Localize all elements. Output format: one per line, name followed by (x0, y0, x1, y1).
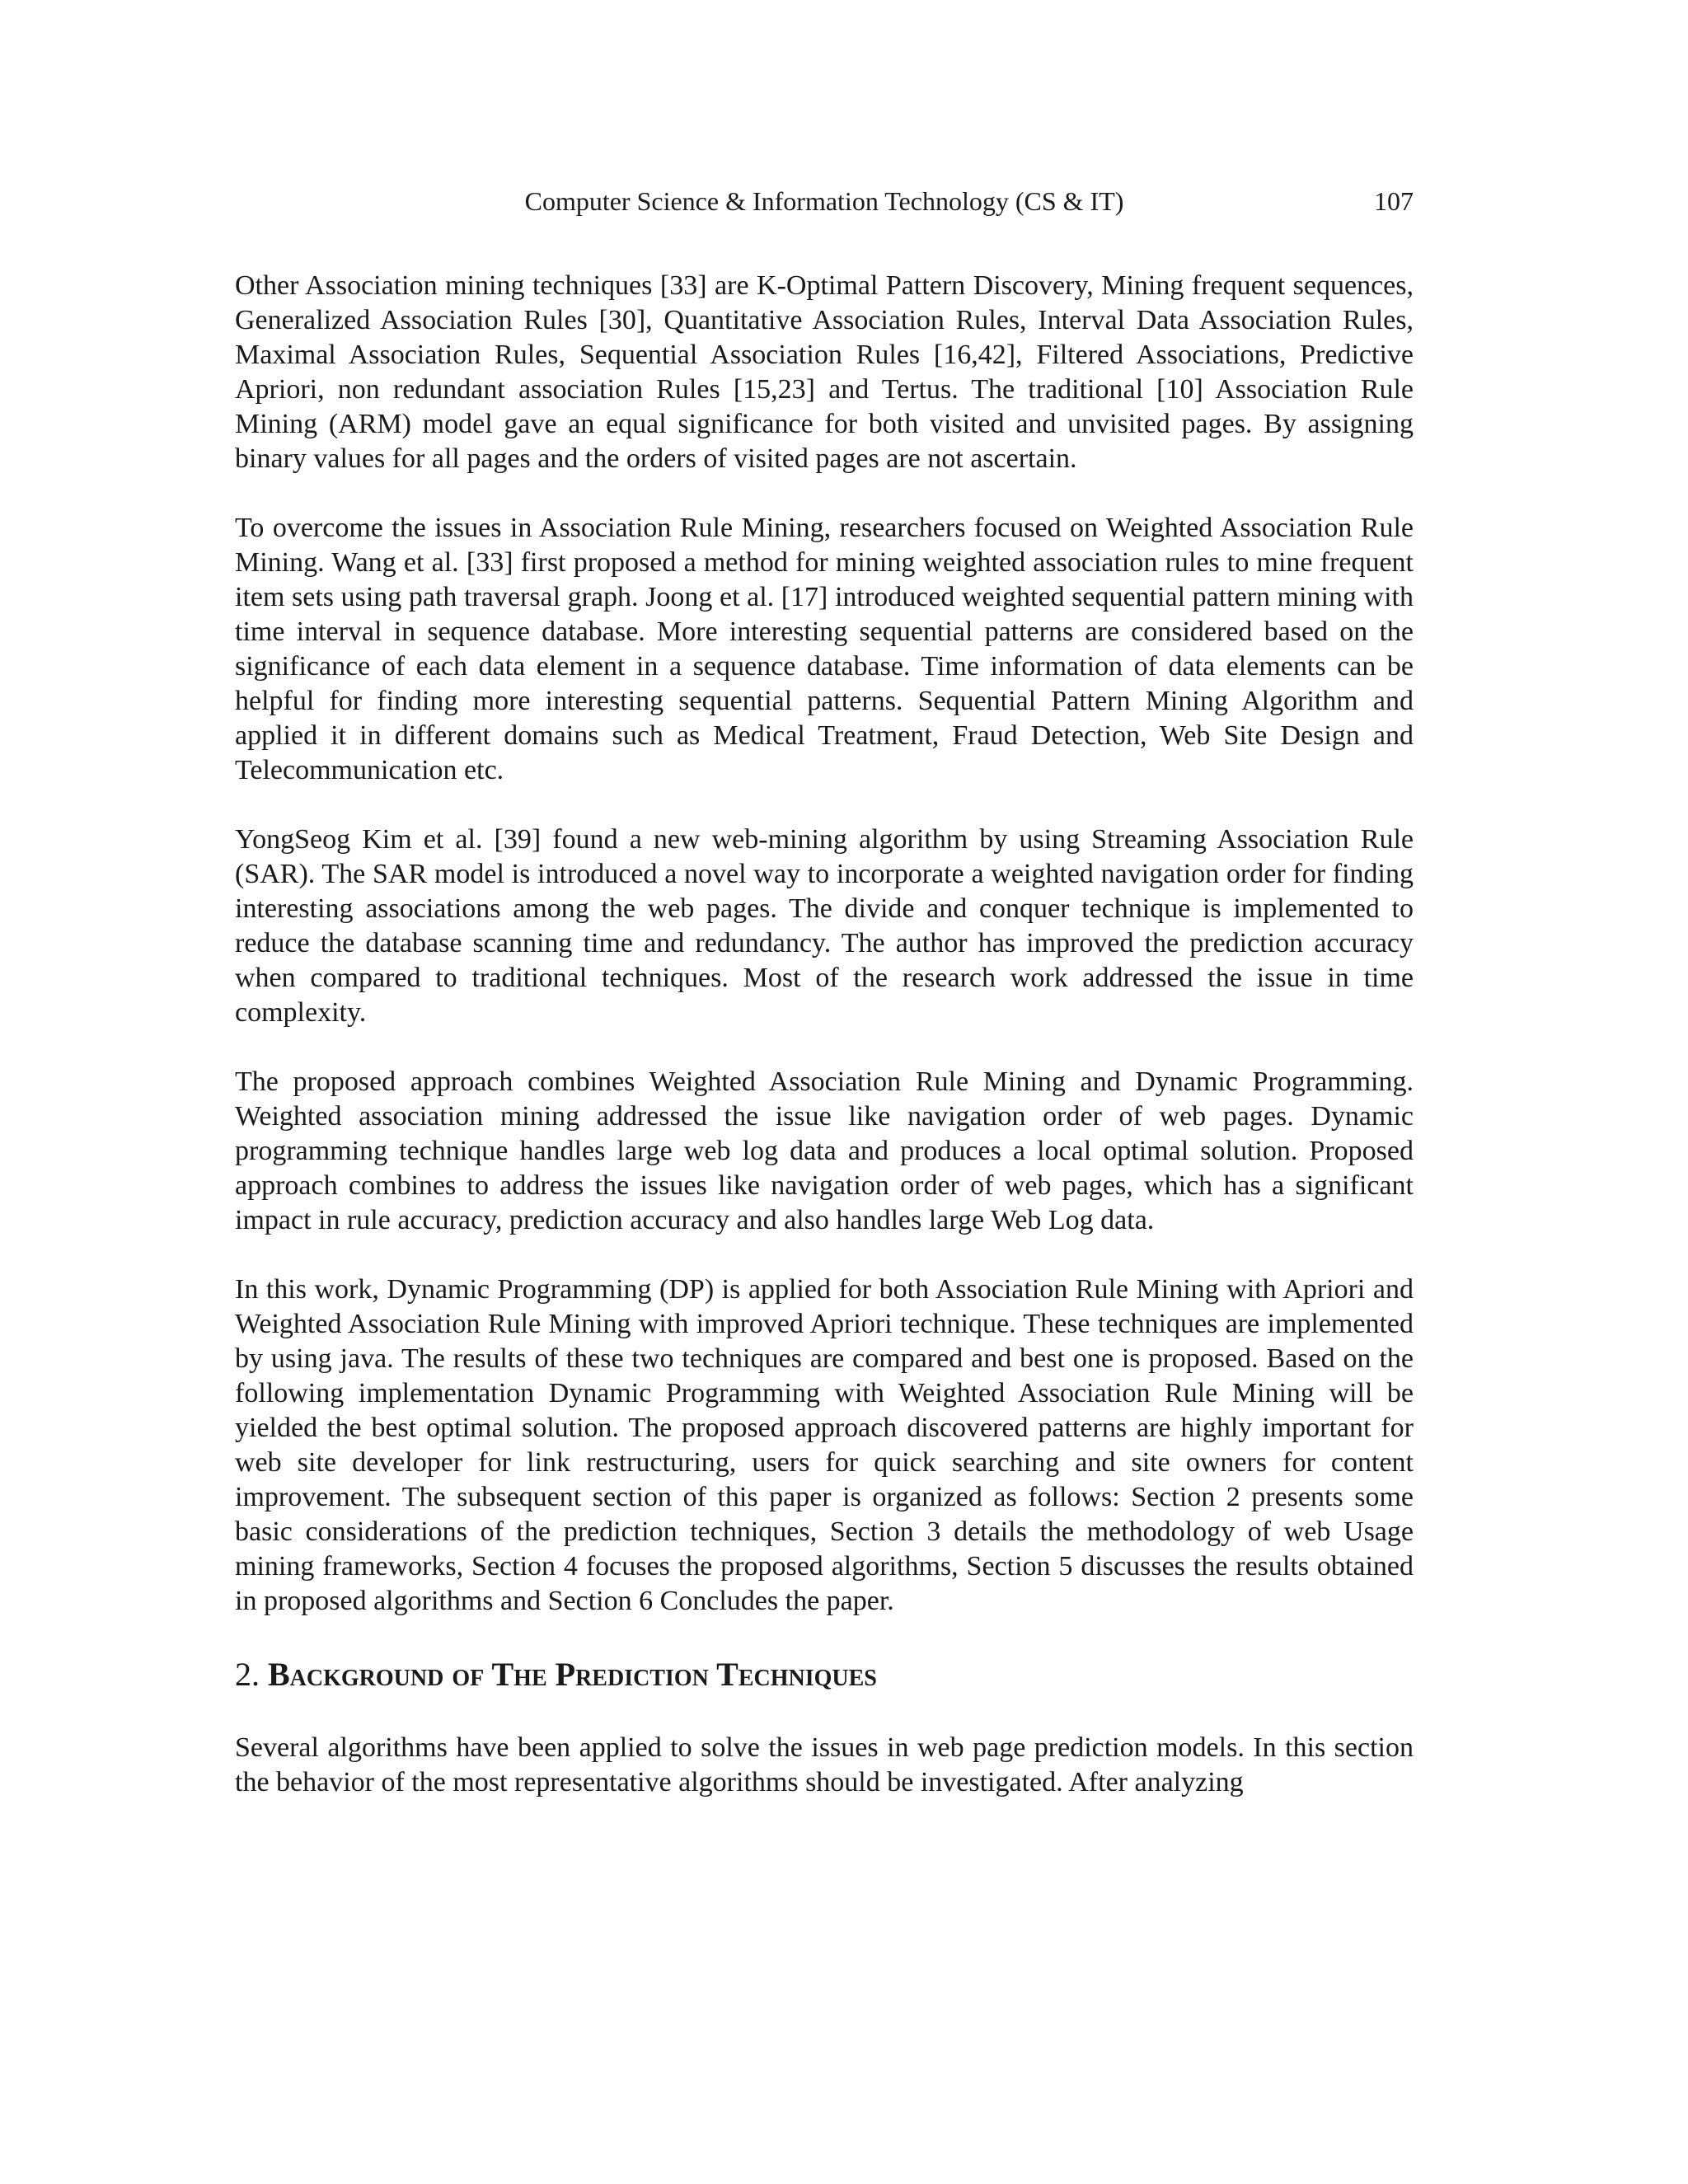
paragraph-this-work: In this work, Dynamic Programming (DP) is applied for both Association Rule Mining with Apriori and Weighted Association Rule Mining with improved Apriori technique. These techniques are implemented by using java. The results of these two techniques are compared and best one is proposed. Based on the following implementation Dynamic Programming with Weighted Association Rule Mining will be yielded the best optimal solution. The proposed approach discovered patterns are highly important for web site developer for link restructuring, users for quick searching and site owners for content improvement. The subsequent section of this paper is organized as follows: Section 2 presents some basic considerations of the prediction techniques, Section 3 details the methodology of web Usage mining frameworks, Section 4 focuses the proposed algorithms, Section 5 discusses the results obtained in proposed algorithms and Section 6 Concludes the paper. (235, 1274, 1414, 1616)
paragraph-background-intro: Several algorithms have been applied to solve the issues in web page prediction models. In this section the behavior of the most representative algorithms should be investigated. After analyzing (235, 1732, 1414, 1797)
page-number: 107 (1374, 186, 1414, 216)
journal-name: Computer Science & Information Technology (CS & IT) (524, 186, 1124, 216)
section-title: Background of The Prediction Techniques (268, 1656, 877, 1693)
paragraph-proposed-approach: The proposed approach combines Weighted Association Rule Mining and Dynamic Programming. Weighted association mining addressed the issue like navigation order of web pages. Dynamic programming technique handles large web log data and produces a local optimal solution. Proposed approach combines to address the issues like navigation order of web pages, which has a significant impact in rule accuracy, prediction accuracy and also handles large Web Log data. (235, 1066, 1414, 1235)
body-text (235, 269, 1414, 1835)
paragraph-streaming-association-rule: YongSeog Kim et al. [39] found a new web-mining algorithm by using Streaming Association Rule (SAR). The SAR model is introduced a novel way to incorporate a weighted navigation order for finding interesting associations among the web pages. The divide and conquer technique is implemented to reduce the database scanning time and redundancy. The author has improved the prediction accuracy when compared to traditional techniques. Most of the research work addressed the issue in time complexity. (235, 824, 1414, 1028)
paragraph-other-association-techniques: Other Association mining techniques [33] are K-Optimal Pattern Discovery, Mining frequent sequences, Generalized Association Rules [30], Quantitative Association Rules, Interval Data Association Rules, Maximal Association Rules, Sequential Association Rules [16,42], Filtered Associations, Predictive Apriori, non redundant association Rules [15,23] and Tertus. The traditional [10] Association Rule Mining (ARM) model gave an equal significance for both visited and unvisited pages. By assigning binary values for all pages and the orders of visited pages are not ascertain. (235, 270, 1414, 474)
section-heading (235, 1653, 1414, 1696)
paragraph-weighted-association-mining: To overcome the issues in Association Rule Mining, researchers focused on Weighted Association Rule Mining. Wang et al. [33] first proposed a method for mining weighted association rules to mine frequent item sets using path traversal graph. Joong et al. [17] introduced weighted sequential pattern mining with time interval in sequence database. More interesting sequential patterns are considered based on the significance of each data element in a sequence database. Time information of data elements can be helpful for finding more interesting sequential patterns. Sequential Pattern Mining Algorithm and applied it in different domains such as Medical Treatment, Fraud Detection, Web Site Design and Telecommunication etc. (235, 513, 1414, 785)
running-header (235, 183, 1414, 219)
section-number: 2. (235, 1656, 260, 1693)
